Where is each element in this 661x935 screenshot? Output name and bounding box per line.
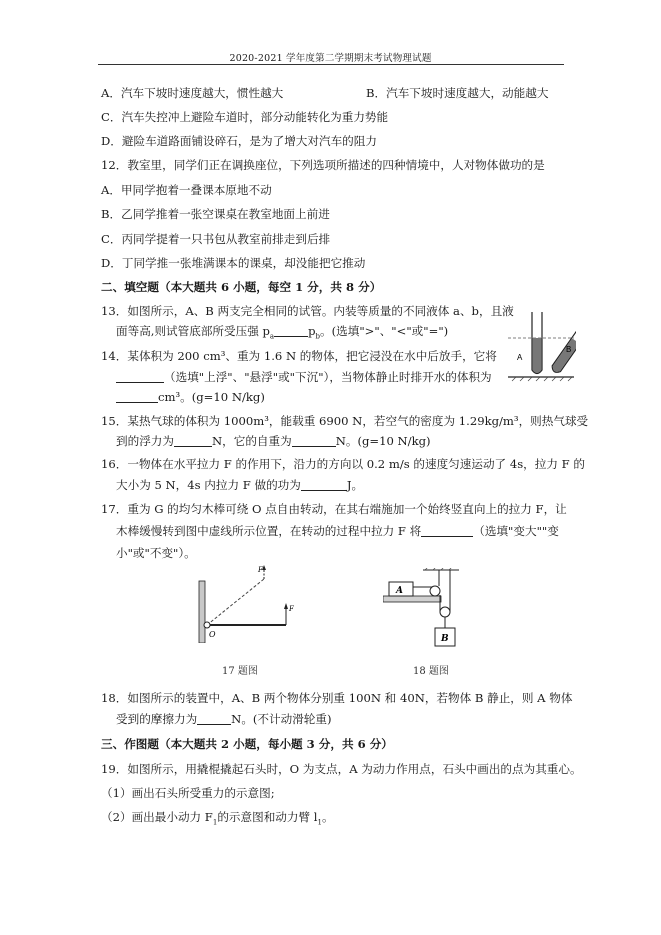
q11-option-a: A．汽车下坡时速度越大，惯性越大 [101,86,284,100]
fig18-pulley-figure [383,568,463,654]
q12-option-d: D．丁同学推一张堆满课本的课桌，却没能把它推动 [101,256,366,270]
q16-line1: 16．一物体在水平拉力 F 的作用下，沿力的方向以 0.2 m/s 的速度匀速运动了 4s，拉力 F 的 [101,457,585,471]
q19-part2 [101,809,334,826]
test-tube-b [550,323,576,374]
q16-line2 [116,477,363,493]
q11-option-b: B．汽车下坡时速度越大，动能越大 [366,86,549,100]
fig17-caption: 17 题图 [222,666,258,677]
q15-line2 [116,433,431,449]
liquid-a [533,338,542,373]
fixed-pulley-icon [430,586,440,596]
q14-line1: 14．某体积为 200 cm³、重为 1.6 N 的物体，把它浸没在水中后放手，它将 [101,349,497,363]
pivot-o-icon [204,622,210,628]
q13-line1: 13．如图所示，A、B 两支完全相同的试管。内装等质量的不同液体 a、b，且液 [101,304,514,318]
q17-text-b: （选填"变大""变 [473,524,559,538]
q12-stem: 12．教室里，同学们正在调换座位，下列选项所描述的四种情境中，人对物体做功的是 [101,158,545,172]
q13-sub-b: b [315,332,321,341]
q15-answer-blank-2[interactable] [292,434,336,447]
moving-pulley-icon [440,607,450,617]
q18-text-a: 受到的摩擦力为 [116,712,198,726]
q18-text-b: N。(不计动滑轮重) [231,712,332,726]
q14-answer-blank-1[interactable] [116,370,164,383]
q14-text-2: （选填"上浮"、"悬浮"或"下沉"），当物体静止时排开水的体积为 [164,370,492,384]
label-a: A [396,586,403,596]
q15-answer-blank-1[interactable] [174,434,212,447]
q16-text-a: 大小为 5 N，4s 内拉力 F 做的功为 [116,478,301,492]
label-f: F [289,605,294,613]
q17-line1: 17．重为 G 的均匀木棒可绕 O 点自由转动，在其右端施加一个始终竖直向上的拉力 F，让 [101,502,567,516]
q17-answer-blank[interactable] [421,524,473,537]
q13-text-a: 面等高,则试管底部所受压强 p [116,324,270,338]
q17-text-a: 木棒缓慢转到图中虚线所示位置，在转动的过程中拉力 F 将 [116,524,422,538]
table [383,596,441,602]
q14-line2 [116,369,492,385]
q19-text-c: 。 [321,810,334,824]
q17-line3: 小"或"不变"）。 [116,546,196,560]
q13-text-c: 。(选填">"、"<"或"=") [320,324,449,338]
q11-option-c: C．汽车失控冲上避险车道时，部分动能转化为重力势能 [101,110,389,124]
q19-stem: 19．如图所示，用撬棍撬起石头时，O 为支点，A 为动力作用点，石头中画出的点为其重心。 [101,762,582,776]
q15-line1: 15．某热气球的体积为 1000m³，能载重 6900 N，若空气的密度为 1.29kg/m³，则热气球受 [101,414,589,428]
tube-label-a: A [517,353,523,362]
q18-answer-blank[interactable] [197,712,231,725]
q18-line1: 18．如图所示的装置中，A、B 两个物体分别重 100N 和 40N，若物体 B 静止，则 A 物体 [101,691,573,705]
fig18-caption: 18 题图 [413,666,449,677]
q17-line2 [116,523,559,539]
q19-text-b: 的示意图和动力臂 l [217,810,318,824]
q16-answer-blank[interactable] [301,478,347,491]
q18-line2 [116,711,332,727]
q19-text-a: （2）画出最小动力 F [101,810,213,824]
q19-part1: （1）画出石头所受重力的示意图; [101,786,275,800]
q13-test-tubes-figure [506,308,576,382]
q14-text-3: cm³。(g=10 N/kg) [158,390,265,404]
q12-option-b: B．乙同学推着一张空课桌在教室地面上前进 [101,207,330,221]
q11-option-d: D．避险车道路面铺设碎石，是为了增大对汽车的阻力 [101,134,377,148]
q13-text-b: p [308,324,316,338]
q12-option-a: A．甲同学抱着一叠课本原地不动 [101,183,272,197]
section-3-heading: 三、作图题（本大题共 2 小题，每小题 3 分，共 6 分） [101,737,393,751]
q16-text-b: J。 [346,478,364,492]
q19-sub-f: 1 [212,818,218,827]
label-o: O [209,630,216,639]
lever-rod-dashed [207,579,264,625]
q14-line3 [116,389,265,405]
q13-line2 [116,323,448,340]
q13-answer-blank[interactable] [274,324,308,337]
q14-answer-blank-2[interactable] [116,390,158,403]
label-f-dashed: F [258,566,263,574]
q15-text-a: 到的浮力为 [116,434,174,448]
tube-label-b: B [566,345,572,354]
section-2-heading: 二、填空题（本大题共 6 小题，每空 1 分，共 8 分） [101,280,382,294]
q15-text-b: N，它的自重为 [211,434,292,448]
q13-sub-a: a [269,332,275,341]
q19-sub-l: 1 [317,818,322,827]
wall [199,581,205,643]
q12-option-c: C．丙同学提着一只书包从教室前排走到后排 [101,232,331,246]
fig17-lever-figure [196,565,306,643]
header-rule [98,64,564,65]
page-header: 2020-2021 学年度第二学期期末考试物理试题 [229,53,432,64]
label-b: B [441,634,449,644]
q15-text-c: N。(g=10 N/kg) [335,434,431,448]
